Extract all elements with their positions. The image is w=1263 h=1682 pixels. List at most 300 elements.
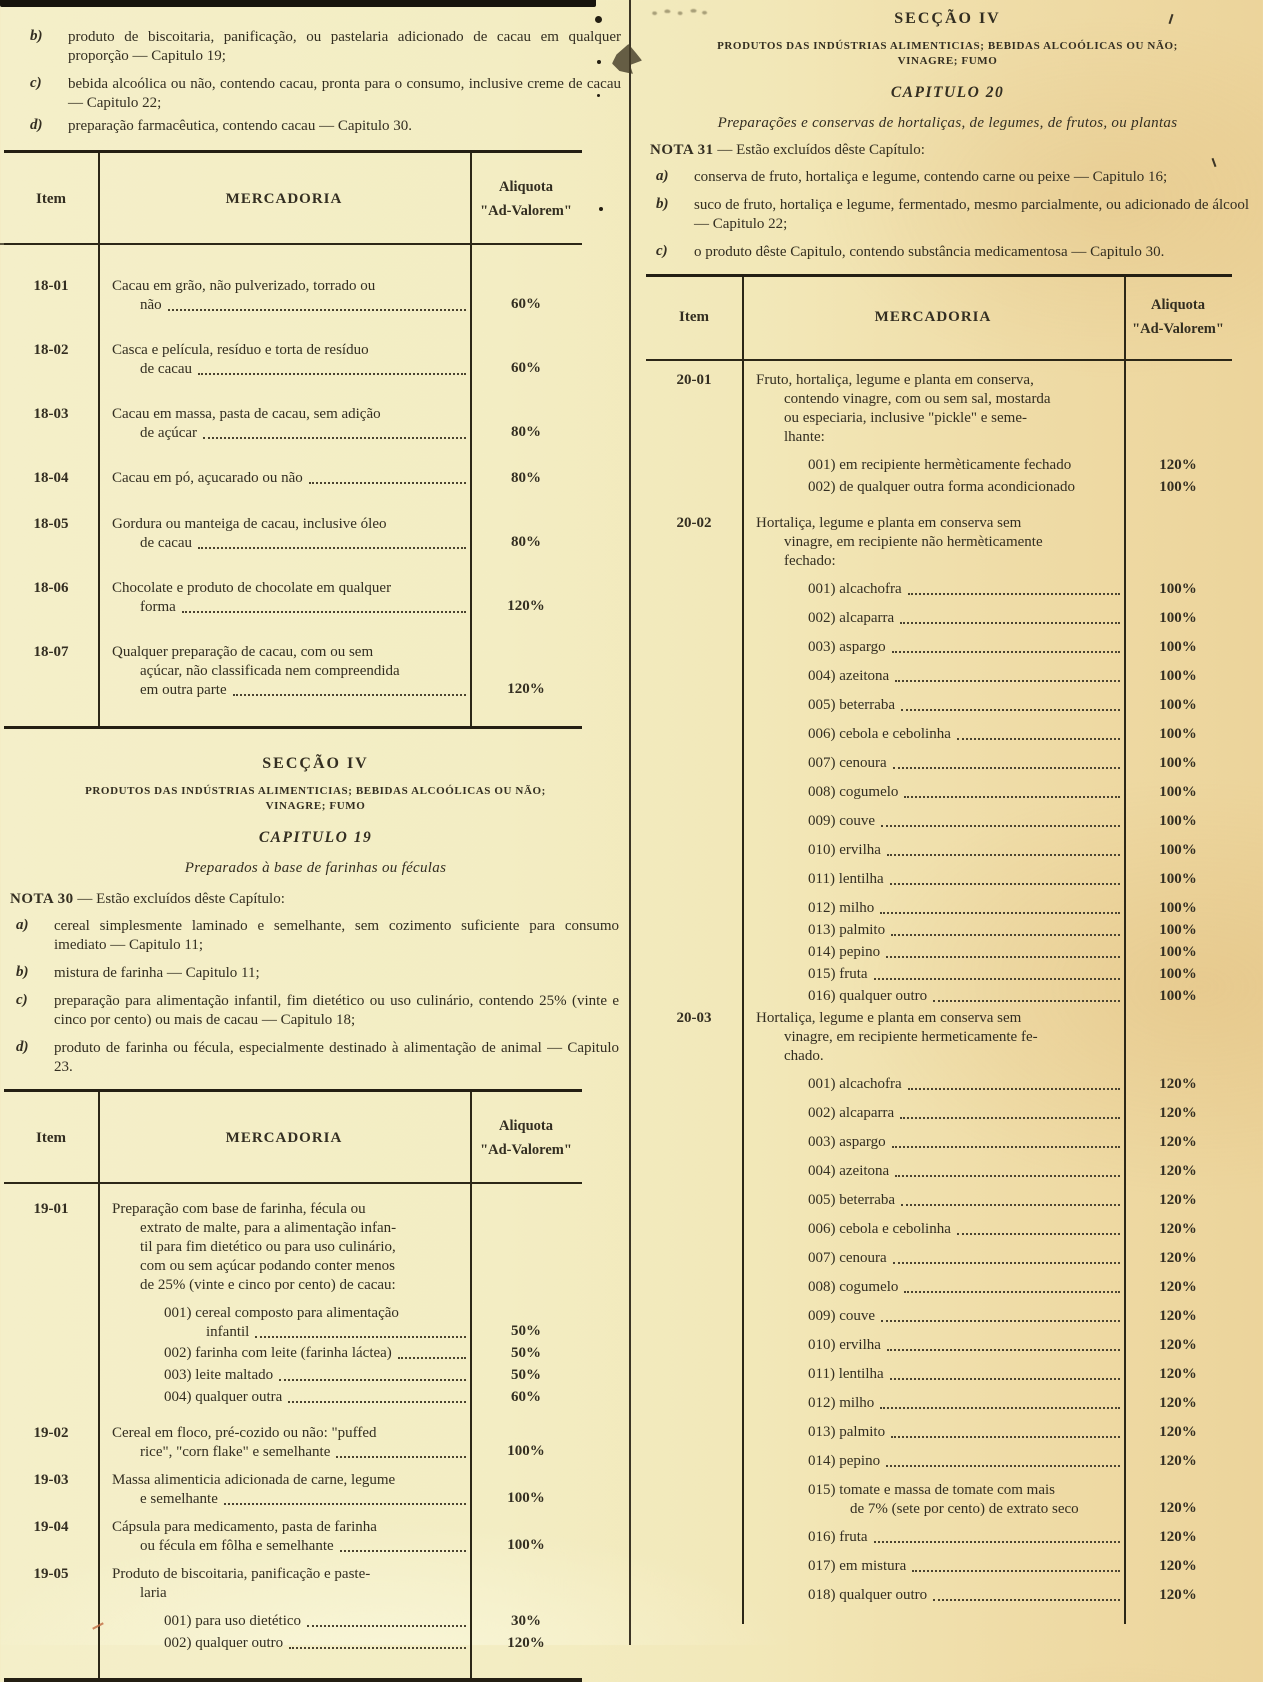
- header-mercadoria: MERCADORIA: [225, 1130, 343, 1146]
- row-rate: 120%: [1159, 1453, 1197, 1469]
- row-item-code: [646, 841, 742, 861]
- chapter-title: CAPITULO 20: [890, 84, 1005, 101]
- list-item-label: d): [30, 117, 43, 133]
- desc-text: 015) fruta: [808, 966, 868, 982]
- desc-line: [112, 1537, 468, 1556]
- row-rate: [1124, 371, 1232, 447]
- row-rate: 30%: [511, 1613, 541, 1629]
- desc-line: [808, 943, 1122, 962]
- desc-line: [808, 1278, 1122, 1297]
- top-ink-bar: [0, 0, 596, 7]
- dot-leader: [912, 1557, 1120, 1572]
- tariff-table-chapter20: [646, 274, 1232, 1624]
- chapter-subtitle: Preparações e conservas de hortaliças, de legumes, de frutos, ou plantas: [717, 115, 1178, 131]
- row-description: [742, 1249, 1124, 1269]
- desc-text: não: [140, 297, 162, 313]
- ink-speck: [595, 16, 602, 23]
- row-rate: 120%: [507, 681, 545, 697]
- desc-text: 013) palmito: [808, 922, 886, 938]
- table-row: [4, 1565, 582, 1603]
- list-item-text: bebida alcoólica ou não, contendo cacau, pronta para o consumo, inclusive creme de cacau — Capitulo 22;: [68, 76, 621, 111]
- table-row: [4, 1634, 582, 1654]
- row-item-code: [646, 1133, 742, 1153]
- table-row: [646, 1336, 1232, 1356]
- row-item-code: 20-01: [676, 372, 712, 388]
- desc-line: [808, 1191, 1122, 1210]
- section-heading-ch19: [0, 755, 631, 877]
- desc-text: 011) lentilha: [808, 1366, 884, 1382]
- left-column: [0, 0, 631, 1682]
- row-rate: 100%: [1159, 900, 1197, 916]
- row-description: [742, 987, 1124, 1007]
- list-item-text: preparação para alimentação infantil, fim dietético ou uso culinário, contendo 25% (vinte e cinco por cento) ou mais de cacau — Capitulo 18;: [54, 993, 619, 1028]
- table-row: [646, 667, 1232, 687]
- desc-text: Massa alimenticia adicionada de carne, legume: [112, 1472, 396, 1488]
- row-description: [742, 456, 1124, 476]
- row-description: [742, 1481, 1124, 1519]
- row-description: [742, 667, 1124, 687]
- desc-text: 016) fruta: [808, 1529, 868, 1545]
- section-heading-ch20: [632, 10, 1263, 132]
- list-item-text: cereal simplesmente laminado e semelhante, sem cozimento suficiente para consumo imediato — Capitulo 11;: [54, 918, 619, 953]
- desc-text: 010) ervilha: [808, 1337, 881, 1353]
- desc-text: ou especiaria, inclusive "pickle" e seme-: [784, 410, 1027, 426]
- column-divider-rule: [629, 0, 631, 1645]
- desc-line: [808, 1394, 1122, 1413]
- row-description: [98, 1366, 470, 1386]
- desc-line: [808, 456, 1122, 475]
- row-item-code: [646, 812, 742, 832]
- desc-line: [808, 638, 1122, 657]
- list-item: [24, 28, 627, 66]
- desc-text: 005) beterraba: [808, 697, 896, 713]
- desc-line: [808, 609, 1122, 628]
- dot-leader: [890, 870, 1120, 885]
- desc-text: lhante:: [784, 429, 825, 445]
- desc-line: [112, 598, 468, 617]
- desc-line: [808, 783, 1122, 802]
- dot-leader: [900, 1104, 1120, 1119]
- column-rule: [470, 1184, 472, 1678]
- desc-text: 005) beterraba: [808, 1192, 896, 1208]
- table-row: [4, 643, 582, 700]
- row-rate: [470, 1565, 582, 1603]
- row-item-code: [646, 478, 742, 498]
- desc-line: [756, 1047, 1122, 1066]
- desc-line: [808, 1075, 1122, 1094]
- dot-leader: [887, 1336, 1120, 1351]
- row-rate: 100%: [1159, 479, 1197, 495]
- row-description: [98, 277, 470, 315]
- desc-text: 008) cogumelo: [808, 1279, 899, 1295]
- table-row: [646, 1162, 1232, 1182]
- row-description: [742, 965, 1124, 985]
- desc-text: chado.: [784, 1048, 824, 1064]
- nota-heading: [10, 891, 625, 908]
- row-item-code: [646, 725, 742, 745]
- row-description: [98, 579, 470, 617]
- dot-leader: [289, 1634, 466, 1649]
- desc-line: [112, 1471, 468, 1490]
- desc-line: [808, 725, 1122, 744]
- desc-line: [808, 1365, 1122, 1384]
- desc-text: extrato de malte, para a alimentação infan-: [140, 1220, 397, 1236]
- desc-line: [112, 1276, 468, 1295]
- desc-line: [112, 1490, 468, 1509]
- dot-leader: [255, 1323, 466, 1338]
- desc-line: [808, 1557, 1122, 1576]
- dot-leader: [895, 1162, 1120, 1177]
- row-item-code: [646, 870, 742, 890]
- row-rate: 100%: [1159, 784, 1197, 800]
- desc-text: 016) qualquer outro: [808, 988, 928, 1004]
- table-row: [4, 1304, 582, 1342]
- row-rate: 60%: [511, 1389, 541, 1405]
- row-item-code: 18-07: [33, 644, 69, 660]
- desc-text: contendo vinagre, com ou sem sal, mostarda: [784, 391, 1051, 407]
- nota-30-block: [0, 891, 631, 1077]
- row-description: [742, 921, 1124, 941]
- dot-leader: [233, 681, 466, 696]
- section-title: SECÇÃO IV: [262, 755, 369, 772]
- list-item-label: b): [30, 28, 43, 44]
- row-rate: 120%: [507, 1635, 545, 1651]
- ink-speck: [599, 207, 603, 211]
- desc-text: 002) farinha com leite (farinha láctea): [164, 1345, 392, 1361]
- desc-line: [808, 1528, 1122, 1547]
- header-aliquota: [1124, 293, 1232, 341]
- table-row: [646, 1220, 1232, 1240]
- row-item-code: [646, 638, 742, 658]
- dot-leader: [198, 534, 466, 549]
- desc-text: 004) qualquer outra: [164, 1389, 283, 1405]
- nota-label: NOTA 31: [650, 142, 714, 158]
- desc-line: [808, 478, 1122, 497]
- list-item-text: produto de farinha ou fécula, especialmente destinado à alimentação de animal — Capitulo 23.: [54, 1040, 619, 1075]
- desc-text: laria: [140, 1585, 167, 1601]
- desc-line: [112, 405, 468, 424]
- row-item-code: 19-03: [33, 1472, 69, 1488]
- dot-leader: [957, 1220, 1120, 1235]
- dot-leader: [893, 754, 1120, 769]
- desc-text: 012) milho: [808, 1395, 875, 1411]
- row-rate: 80%: [511, 424, 541, 440]
- row-description: [98, 1388, 470, 1408]
- desc-text: 003) aspargo: [808, 1134, 886, 1150]
- dot-leader: [880, 899, 1120, 914]
- row-description: [742, 1191, 1124, 1211]
- desc-text: Gordura ou manteiga de cacau, inclusive óleo: [112, 516, 387, 532]
- nota-text: — Estão excluídos dêste Capítulo:: [717, 142, 925, 158]
- row-item-code: [646, 987, 742, 1007]
- desc-line: [808, 1307, 1122, 1326]
- table-row: [646, 580, 1232, 600]
- header-aliquota-line2: "Ad-Valorem": [480, 1142, 572, 1158]
- table-row: [646, 754, 1232, 774]
- list-item-text: suco de fruto, hortaliça e legume, fermentado, mesmo parcialmente, ou adicionado de álcool — Capitulo 22;: [694, 197, 1249, 232]
- desc-text: 014) pepino: [808, 944, 881, 960]
- row-description: [742, 1133, 1124, 1153]
- dot-leader: [908, 580, 1120, 595]
- desc-line: [112, 424, 468, 443]
- dot-leader: [900, 609, 1120, 624]
- dot-leader: [398, 1344, 466, 1359]
- row-item-code: [646, 1557, 742, 1577]
- desc-text: Cacau em pó, açucarado ou não: [112, 470, 303, 486]
- table-row: [646, 456, 1232, 476]
- row-rate: 100%: [1159, 944, 1197, 960]
- row-rate: 100%: [1159, 842, 1197, 858]
- row-description: [98, 341, 470, 379]
- desc-line: [808, 921, 1122, 940]
- table-row: [4, 579, 582, 617]
- desc-line: [112, 360, 468, 379]
- row-rate: 100%: [507, 1537, 545, 1553]
- desc-text: 003) aspargo: [808, 639, 886, 655]
- dot-leader: [340, 1537, 466, 1552]
- desc-text: 015) tomate e massa de tomate com mais: [808, 1482, 1056, 1498]
- dot-leader: [892, 1133, 1120, 1148]
- desc-text: 011) lentilha: [808, 871, 884, 887]
- row-description: [742, 1586, 1124, 1606]
- table-row: [4, 1424, 582, 1462]
- desc-text: 001) para uso dietético: [164, 1613, 302, 1629]
- desc-line: [112, 1565, 468, 1584]
- desc-text: infantil: [206, 1324, 250, 1340]
- dot-leader: [891, 921, 1120, 936]
- desc-line: [808, 899, 1122, 918]
- dot-leader: [279, 1366, 466, 1381]
- desc-line: [808, 1162, 1122, 1181]
- list-item-text: preparação farmacêutica, contendo cacau — Capitulo 30.: [68, 118, 412, 134]
- row-item-code: 18-06: [33, 580, 69, 596]
- desc-text: 018) qualquer outro: [808, 1587, 928, 1603]
- row-item-code: [646, 1162, 742, 1182]
- row-rate: 120%: [1159, 1500, 1197, 1516]
- row-item-code: 18-03: [33, 406, 69, 422]
- row-item-code: [646, 1249, 742, 1269]
- table-row: [646, 371, 1232, 447]
- row-item-code: 19-05: [33, 1566, 69, 1582]
- desc-line: [112, 643, 468, 662]
- desc-line: [808, 965, 1122, 984]
- desc-text: de cacau: [140, 361, 193, 377]
- list-item-label: b): [656, 196, 669, 212]
- row-item-code: [646, 783, 742, 803]
- dot-leader: [901, 1191, 1120, 1206]
- row-description: [742, 943, 1124, 963]
- desc-text: açúcar, não classificada nem compreendida: [140, 663, 400, 679]
- table-row: [646, 1528, 1232, 1548]
- list-item-label: d): [16, 1039, 29, 1055]
- row-description: [742, 1452, 1124, 1472]
- table-row: [4, 277, 582, 315]
- desc-text: forma: [140, 599, 176, 615]
- list-item: [24, 117, 627, 136]
- desc-text: vinagre, em recipiente não hermèticamente: [784, 534, 1043, 550]
- list-item: [10, 964, 625, 983]
- dot-leader: [874, 1528, 1120, 1543]
- desc-text: 006) cebola e cebolinha: [808, 726, 951, 742]
- row-description: [98, 1612, 470, 1632]
- row-item-code: 18-04: [33, 470, 69, 486]
- desc-line: [112, 1238, 468, 1257]
- row-item-code: 19-04: [33, 1519, 69, 1535]
- dot-leader: [881, 1307, 1120, 1322]
- row-item-code: [4, 1366, 98, 1386]
- dot-leader: [886, 1452, 1120, 1467]
- ink-smudge: [650, 6, 708, 18]
- row-rate: 100%: [1159, 813, 1197, 829]
- row-rate: 120%: [1159, 1134, 1197, 1150]
- table-row: [4, 1471, 582, 1509]
- table-row: [4, 1518, 582, 1556]
- row-item-code: 19-01: [33, 1201, 69, 1217]
- row-item-code: 18-05: [33, 516, 69, 532]
- list-item: [10, 1039, 625, 1077]
- row-description: [742, 812, 1124, 832]
- table-row: [646, 1075, 1232, 1095]
- row-description: [98, 1565, 470, 1603]
- table-row: [646, 1452, 1232, 1472]
- row-item-code: [646, 965, 742, 985]
- row-rate: 120%: [1159, 1192, 1197, 1208]
- column-rule: [470, 245, 472, 726]
- row-item-code: [646, 1307, 742, 1327]
- table-body: [4, 1184, 582, 1678]
- row-rate: 100%: [1159, 639, 1197, 655]
- desc-line: [756, 514, 1122, 533]
- table-row: [646, 1423, 1232, 1443]
- desc-line: [756, 533, 1122, 552]
- row-item-code: [646, 899, 742, 919]
- desc-text: 006) cebola e cebolinha: [808, 1221, 951, 1237]
- desc-text: 001) alcachofra: [808, 581, 902, 597]
- dot-leader: [336, 1443, 466, 1458]
- list-item: [650, 243, 1255, 262]
- desc-text: 001) alcachofra: [808, 1076, 902, 1092]
- row-rate: 120%: [1159, 1221, 1197, 1237]
- row-item-code: [646, 1452, 742, 1472]
- row-rate: 120%: [1159, 1279, 1197, 1295]
- table-body: [646, 361, 1232, 1624]
- header-mercadoria: MERCADORIA: [225, 191, 343, 207]
- row-description: [98, 1424, 470, 1462]
- section-subtitle-line2: VINAGRE; FUMO: [897, 55, 998, 67]
- desc-text: 001) em recipiente hermèticamente fechado: [808, 457, 1072, 473]
- row-description: [742, 1557, 1124, 1577]
- row-rate: [470, 1200, 582, 1295]
- row-description: [742, 841, 1124, 861]
- header-aliquota-line1: Aliquota: [499, 179, 553, 195]
- row-rate: 120%: [1159, 1163, 1197, 1179]
- desc-line: [164, 1612, 468, 1631]
- row-description: [742, 609, 1124, 629]
- row-rate: 100%: [1159, 581, 1197, 597]
- row-item-code: [646, 696, 742, 716]
- desc-line: [112, 1200, 468, 1219]
- desc-line: [808, 696, 1122, 715]
- desc-line: [756, 428, 1122, 447]
- table-row: [646, 1586, 1232, 1606]
- row-description: [742, 478, 1124, 498]
- desc-line: [164, 1344, 468, 1363]
- list-item: [10, 917, 625, 955]
- table-row: [4, 1366, 582, 1386]
- desc-line: [112, 1518, 468, 1537]
- desc-text: Cereal em floco, pré-cozido ou não: "puffed: [112, 1425, 377, 1441]
- column-rule: [742, 361, 744, 1624]
- dot-leader: [288, 1388, 466, 1403]
- nota-label: NOTA 30: [10, 891, 74, 907]
- desc-line: [808, 1423, 1122, 1442]
- table-row: [646, 783, 1232, 803]
- row-description: [742, 1075, 1124, 1095]
- table-row: [646, 987, 1232, 1007]
- desc-text: 004) azeitona: [808, 668, 890, 684]
- table-row: [646, 514, 1232, 571]
- desc-line: [808, 1452, 1122, 1471]
- dot-leader: [224, 1490, 466, 1505]
- dot-leader: [880, 1394, 1120, 1409]
- row-rate: 120%: [1159, 1529, 1197, 1545]
- row-rate: 100%: [1159, 726, 1197, 742]
- row-description: [742, 1278, 1124, 1298]
- table-row: [646, 1557, 1232, 1577]
- row-description: [98, 1518, 470, 1556]
- row-item-code: [4, 1344, 98, 1364]
- row-item-code: 19-02: [33, 1425, 69, 1441]
- desc-line: [808, 1104, 1122, 1123]
- row-description: [742, 1336, 1124, 1356]
- nota-text: — Estão excluídos dêste Capítulo:: [77, 891, 285, 907]
- desc-text: de cacau: [140, 535, 193, 551]
- desc-line: [808, 580, 1122, 599]
- row-description: [742, 783, 1124, 803]
- desc-text: 013) palmito: [808, 1424, 886, 1440]
- row-description: [742, 725, 1124, 745]
- desc-text: em outra parte: [140, 682, 227, 698]
- tariff-table-chapter19: [4, 1089, 582, 1682]
- section-title: SECÇÃO IV: [894, 10, 1001, 27]
- desc-line: [756, 390, 1122, 409]
- row-rate: 60%: [511, 360, 541, 376]
- row-item-code: [4, 1634, 98, 1654]
- dot-leader: [933, 987, 1120, 1002]
- table-row: [646, 841, 1232, 861]
- header-item: Item: [679, 309, 709, 325]
- desc-line: [808, 1220, 1122, 1239]
- row-rate: 120%: [1159, 1424, 1197, 1440]
- table-row: [4, 1344, 582, 1364]
- row-rate: 100%: [1159, 610, 1197, 626]
- row-description: [98, 469, 470, 489]
- row-description: [742, 1365, 1124, 1385]
- desc-line: [756, 1028, 1122, 1047]
- table-row: [4, 1388, 582, 1408]
- row-rate: 100%: [507, 1443, 545, 1459]
- row-description: [742, 638, 1124, 658]
- table-row: [646, 812, 1232, 832]
- table-row: [646, 609, 1232, 629]
- row-description: [98, 1471, 470, 1509]
- table-row: [646, 870, 1232, 890]
- row-rate: 100%: [1159, 966, 1197, 982]
- list-item: [650, 168, 1255, 187]
- list-item-text: produto de biscoitaria, panificação, ou pastelaria adicionado de cacau em qualquer proporção — Capitulo 19;: [68, 29, 621, 64]
- dot-leader: [901, 696, 1120, 711]
- row-rate: 120%: [1159, 457, 1197, 473]
